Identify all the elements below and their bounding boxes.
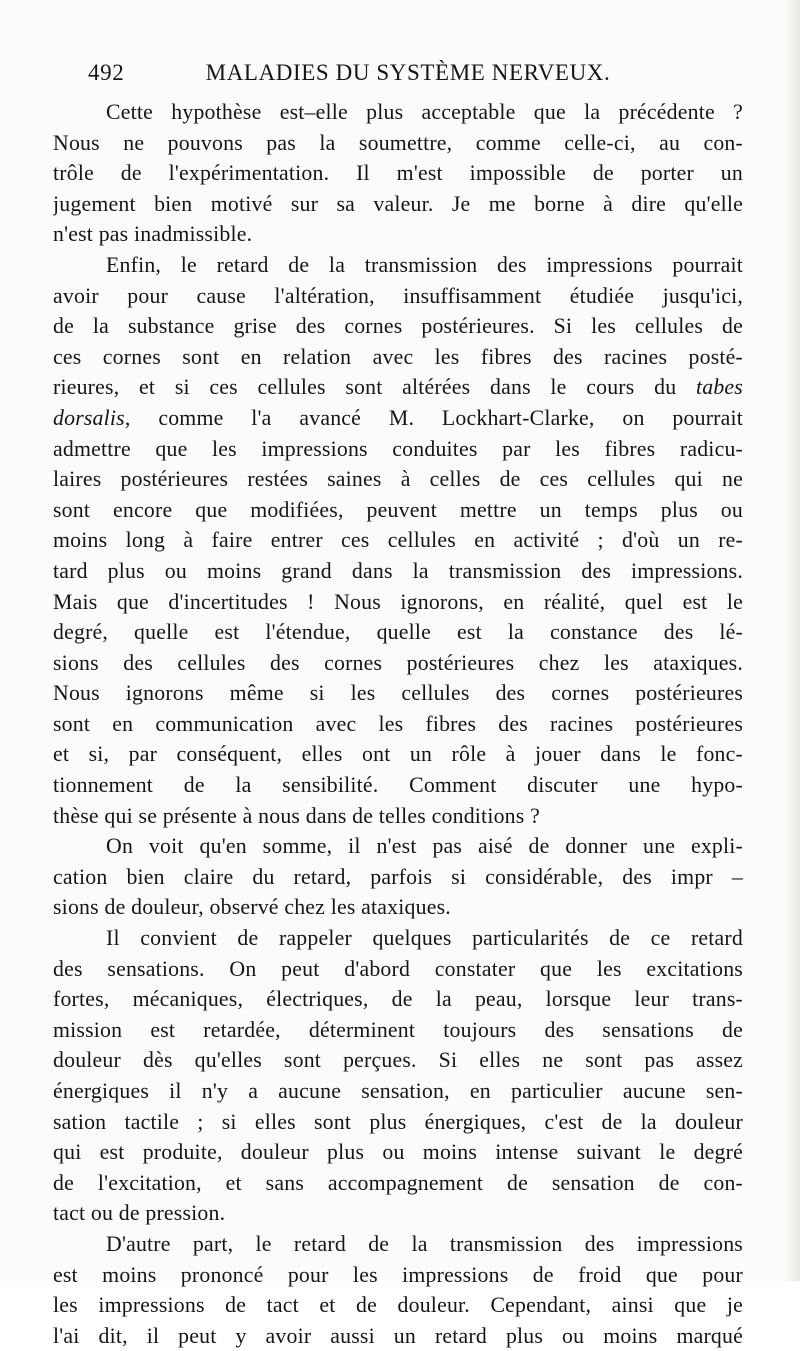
text-line: sont encore que modifiées, peuvent mettre un temps plus ou: [53, 497, 743, 522]
text-line: n'est pas inadmissible.: [53, 222, 253, 247]
text-line: Enfin, le retard de la transmission des impressions pourrait: [106, 252, 743, 277]
text-line-with-italic: [53, 403, 743, 434]
text-line: qui est produite, douleur plus ou moins intense suivant le degré: [53, 1140, 743, 1165]
text-line-with-italic: [53, 372, 743, 403]
text-line: avoir pour cause l'altération, insuffisamment étudiée jusqu'ici,: [53, 283, 743, 308]
body-text: [53, 97, 743, 1351]
text-line: l'ai dit, il peut y avoir aussi un retard plus ou moins marqué: [53, 1323, 743, 1348]
text-line: sont en communication avec les fibres des racines postérieures: [53, 711, 743, 736]
text-line: Il convient de rappeler quelques particularités de ce retard: [106, 926, 743, 951]
text-line: admettre que les impressions conduites par les fibres radicu-: [53, 436, 743, 461]
text-line: de la substance grise des cornes postérieures. Si les cellules de: [53, 314, 743, 339]
text-line: fortes, mécaniques, électriques, de la peau, lorsque leur trans-: [53, 987, 743, 1012]
text-line: tard plus ou moins grand dans la transmission des impressions.: [53, 558, 743, 583]
text-line: moins long à faire entrer ces cellules en activité ; d'où un re-: [53, 528, 743, 553]
text-line: énergiques il n'y a aucune sensation, en particulier aucune sen-: [53, 1079, 743, 1103]
text-line: Cette hypothèse est–elle plus acceptable que la précédente ?: [106, 100, 743, 124]
text-line: de l'excitation, et sans accompagnement de sensation de con-: [53, 1170, 743, 1195]
text-line: douleur dès qu'elles sont perçues. Si elles ne sont pas assez: [53, 1048, 743, 1073]
text-line: degré, quelle est l'étendue, quelle est la constance des lé-: [53, 620, 743, 645]
text-fragment: rieures, et si ces cellules sont altérées dans le cours du: [53, 375, 677, 400]
text-line: et si, par conséquent, elles ont un rôle à jouer dans le fonc-: [53, 742, 743, 767]
text-fragment: , comme l'a avancé M. Lockhart-Clarke, on pourrait: [124, 405, 743, 430]
text-line: D'autre part, le retard de la transmission des impressions: [106, 1231, 743, 1256]
text-line: thèse qui se présente à nous dans de telles conditions ?: [53, 803, 540, 828]
text-line: sation tactile ; si elles sont plus énergiques, c'est de la douleur: [53, 1109, 743, 1134]
text-line: tact ou de pression.: [53, 1201, 226, 1226]
text-line: laires postérieures restées saines à celles de ces cellules qui ne: [53, 467, 743, 492]
text-line: Nous ignorons même si les cellules des cornes postérieures: [53, 681, 743, 706]
text-line: Nous ne pouvons pas la soumettre, comme celle-ci, au con-: [53, 130, 743, 155]
italic-term: dorsalis: [53, 405, 125, 430]
text-line: trôle de l'expérimentation. Il m'est impossible de porter un: [53, 161, 743, 186]
text-line: des sensations. On peut d'abord constater que les excitations: [53, 956, 743, 981]
text-line: Mais que d'incertitudes ! Nous ignorons, en réalité, quel est le: [53, 589, 743, 614]
text-line: est moins prononcé pour les impressions de froid que pour: [53, 1262, 743, 1287]
page-number: 492: [88, 60, 125, 85]
text-line: sions de douleur, observé chez les ataxiques.: [53, 895, 451, 920]
text-line: On voit qu'en somme, il n'est pas aisé de donner une expli-: [106, 834, 743, 859]
text-line: tionnement de la sensibilité. Comment discuter une hypo-: [53, 773, 743, 798]
text-line: jugement bien motivé sur sa valeur. Je me borne à dire qu'elle: [53, 191, 743, 216]
text-line: mission est retardée, déterminent toujours des sensations de: [53, 1017, 743, 1042]
text-line: ces cornes sont en relation avec les fibres des racines posté-: [53, 344, 743, 369]
running-head: [88, 60, 728, 96]
text-line: cation bien claire du retard, parfois si considérable, des impr –: [53, 864, 743, 889]
text-line: sions des cellules des cornes postérieures chez les ataxiques.: [53, 650, 743, 675]
text-line: les impressions de tact et de douleur. Cependant, ainsi que je: [53, 1293, 743, 1318]
italic-term: tabes: [695, 375, 743, 400]
page-edge-shadow: [786, 0, 800, 1281]
running-title: MALADIES DU SYSTÈME NERVEUX.: [205, 60, 611, 85]
